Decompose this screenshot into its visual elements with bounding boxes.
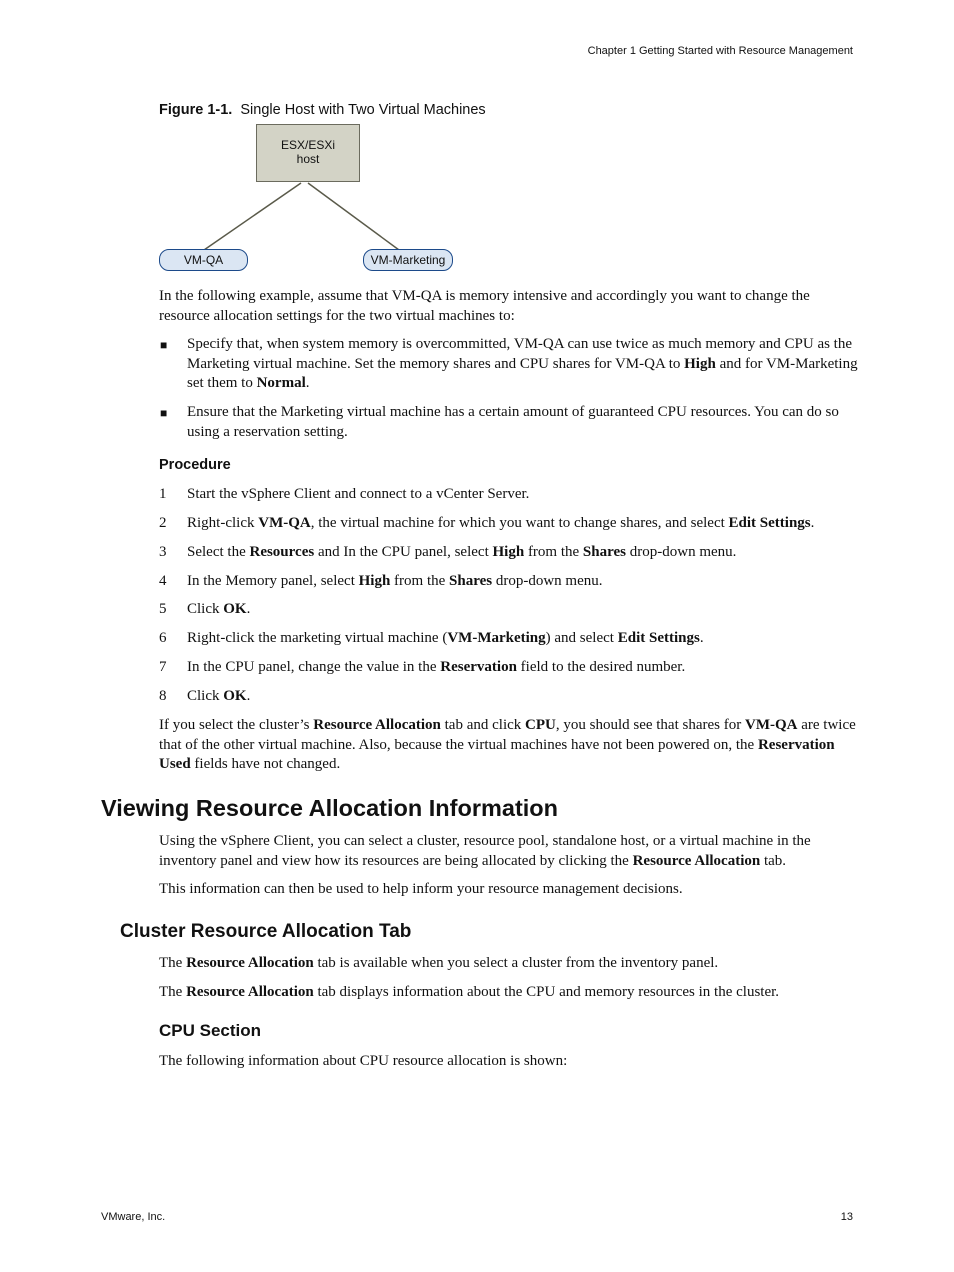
bullet-item-reservation: Ensure that the Marketing virtual machine has a certain amount of guaranteed CPU resources. You can do so using a reservation setting.: [187, 404, 839, 440]
step-text: In the CPU panel, change the value in the Reservation field to the desired number.: [187, 659, 686, 675]
step-number: 6: [159, 630, 167, 646]
page-number: 13: [840, 1211, 853, 1223]
subsection-paragraph: The Resource Allocation tab is available when you select a cluster from the inventory panel.: [159, 955, 719, 971]
connector-line-vm-qa: [204, 183, 301, 250]
step-number: 3: [159, 544, 167, 560]
cpu-section-heading: CPU Section: [159, 1021, 262, 1040]
footer-publisher: VMware, Inc.: [101, 1211, 166, 1223]
figure-caption: [159, 102, 486, 118]
figure-title: Single Host with Two Virtual Machines: [240, 102, 486, 118]
subsection-heading: Cluster Resource Allocation Tab: [120, 921, 412, 942]
step-number: 1: [159, 486, 167, 502]
running-head: Chapter 1 Getting Started with Resource Management: [587, 45, 853, 57]
step-number: 8: [159, 688, 167, 704]
bullet-square-icon: ■: [160, 406, 168, 420]
section-paragraph: Using the vSphere Client, you can select a cluster, resource pool, standalone host, or a virtual machine in the inventory panel and view how its resources are being allocated by clicking the Resource Allocation tab.: [159, 833, 811, 869]
cpu-section-paragraph: The following information about CPU resource allocation is shown:: [159, 1053, 568, 1069]
vm-marketing-node: VM-Marketing: [363, 249, 453, 271]
step-text: Start the vSphere Client and connect to a vCenter Server.: [187, 486, 530, 502]
bullet-square-icon: ■: [160, 338, 168, 352]
procedure-heading: Procedure: [159, 457, 231, 473]
subsection-paragraph: The Resource Allocation tab displays information about the CPU and memory resources in the cluster.: [159, 984, 780, 1000]
connector-line-vm-marketing: [308, 183, 399, 250]
step-number: 7: [159, 659, 167, 675]
bullet-item-shares: Specify that, when system memory is overcommitted, VM-QA can use twice as much memory and CPU as the Marketing virtual machine. Set the memory shares and CPU shares for VM-QA to High and for VM-Marketing set them to Normal.: [187, 336, 858, 391]
step-text: Select the Resources and In the CPU panel, select High from the Shares drop-down menu.: [187, 544, 737, 560]
vm-qa-node: VM-QA: [159, 249, 248, 271]
step-number: 4: [159, 573, 167, 589]
step-number: 5: [159, 601, 167, 617]
step-text: In the Memory panel, select High from the Shares drop-down menu.: [187, 573, 603, 589]
section-heading: Viewing Resource Allocation Information: [101, 795, 559, 821]
figure-label: Figure 1-1.: [159, 102, 233, 118]
host-label-line2: host: [296, 152, 320, 166]
host-label-line1: ESX/ESXi: [280, 138, 336, 152]
intro-paragraph: In the following example, assume that VM-QA is memory intensive and accordingly you want to change the resource allocation settings for the two virtual machines to:: [159, 288, 810, 324]
esx-host-node: [256, 124, 360, 182]
step-text: Click OK.: [187, 601, 251, 617]
procedure-result-paragraph: If you select the cluster’s Resource Allocation tab and click CPU, you should see that shares for VM-QA are twice that of the other virtual machine. Also, because the virtual machines have not been powered on, the Reservation Used fields have not changed.: [159, 717, 856, 772]
host-vm-diagram: [155, 122, 465, 282]
step-number: 2: [159, 515, 167, 531]
step-text: Right-click VM-QA, the virtual machine for which you want to change shares, and select Edit Settings.: [187, 515, 815, 531]
step-text: Click OK.: [187, 688, 251, 704]
step-text: Right-click the marketing virtual machine (VM-Marketing) and select Edit Settings.: [187, 630, 704, 646]
section-paragraph: This information can then be used to help inform your resource management decisions.: [159, 881, 683, 897]
